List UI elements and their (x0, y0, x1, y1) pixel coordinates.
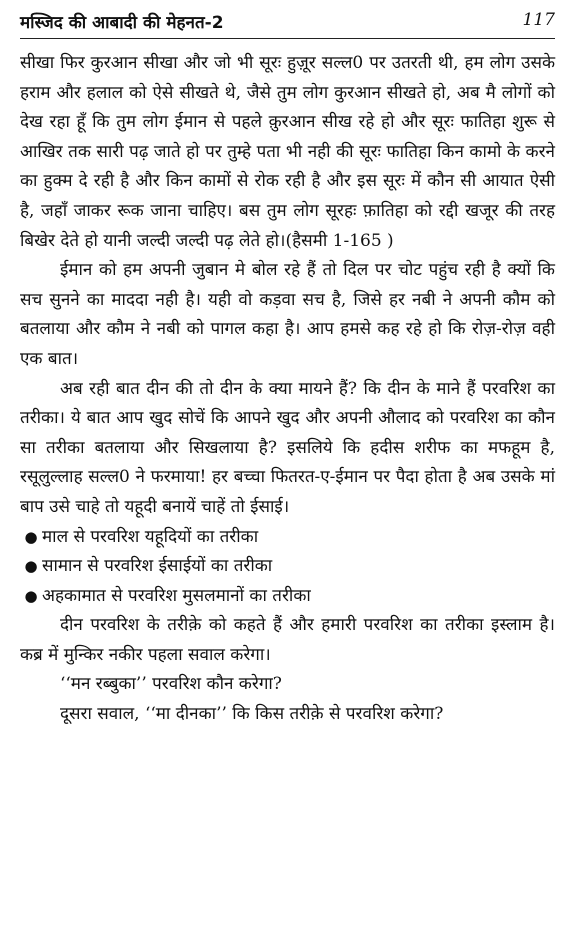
paragraph: सीखा फिर कुरआन सीखा और जो भी सूरः हुज़ूर सल्ल0 पर उतरती थी, हम लोग उसके हराम और हलाल को ऐसे सीखते थे, जैसे तुम लोग कुरआन सीखते हो, अब मै लोगों को देख रहा हूँ कि तुम लोग ईमान से पहले क़ुरआन सीख रहे हो और सूरः फातिहा शुरू से आखिर तक सारी पढ़ जाते हो पर तुम्हे पता भी नही की सूरः फातिहा किन कामो के करने का हुक्म दे रही है और किन कामों से रोक रही है और इस सूरः में कौन सी आयात ऐसी है, जहाँ जाकर रूक जाना चाहिए। बस तुम लोग सूरहः फ़ातिहा को रद्दी खजूर की तरह बिखेर देते हो यानी जल्दी जल्दी पढ़ लेते हो।(हैसमी 1-165 ) (20, 53, 555, 251)
bullet-item (20, 523, 555, 553)
paragraph: अब रही बात दीन की तो दीन के क्या मायने हैं? कि दीन के माने हैं परवरिश का तरीका। ये बात आप खुद सोचें कि आपने खुद और अपनी औलाद को परवरिश का कौन सा तरीका बतलाया और सिखलाया है? इसलिये कि हदीस शरीफ का मफहूम है, रसूलुल्लाह सल्ल0 ने फरमाया! हर बच्चा फितरत-ए-ईमान पर पैदा होता है अब उसके मां बाप उसे चाहे तो यहूदी बनायें चाहें तो ईसाई। (20, 378, 555, 517)
paragraph: दीन परवरिश के तरीक़े को कहते हैं और हमारी परवरिश का तरीका इस्लाम है। कब्र में मुन्किर नकीर पहला सवाल करेगा। (20, 615, 555, 665)
bullet-item (20, 582, 555, 612)
page-number: 117 (522, 10, 555, 30)
bullet-icon: ● (24, 586, 38, 605)
question-line: दूसरा सवाल, ‘‘मा दीनका’’ कि किस तरीक़े से परवरिश करेगा? (60, 704, 444, 725)
paragraph: ईमान को हम अपनी जुबान मे बोल रहे हैं तो दिल पर चोट पहुंच रही है क्यों कि सच सुनने का माददा नही है। यही वो कड़वा सच है, जिसे हर नबी ने अपनी कौम को बतलाया और कौम ने नबी को पागल कहा है। आप हमसे कह रहे हो कि रोज़-रोज़ वही एक बात। (20, 260, 555, 369)
bullet-list (20, 523, 555, 612)
running-title: मस्जिद की आबादी की मेहनत-2 (20, 13, 224, 33)
bullet-icon: ● (24, 527, 38, 546)
bullet-item (20, 552, 555, 582)
question-line: ‘‘मन रब्बुका’’ परवरिश कौन करेगा? (60, 674, 282, 695)
bullet-icon: ● (24, 557, 38, 576)
book-page (20, 6, 555, 930)
bullet-text: माल से परवरिश यहूदियों का तरीका (42, 526, 259, 547)
bullet-text: सामान से परवरिश ईसाईयों का तरीका (42, 556, 273, 577)
bullet-text: अहकामात से परवरिश मुसलमानों का तरीका (42, 585, 311, 606)
page-header (20, 6, 555, 39)
page-body (20, 39, 555, 730)
